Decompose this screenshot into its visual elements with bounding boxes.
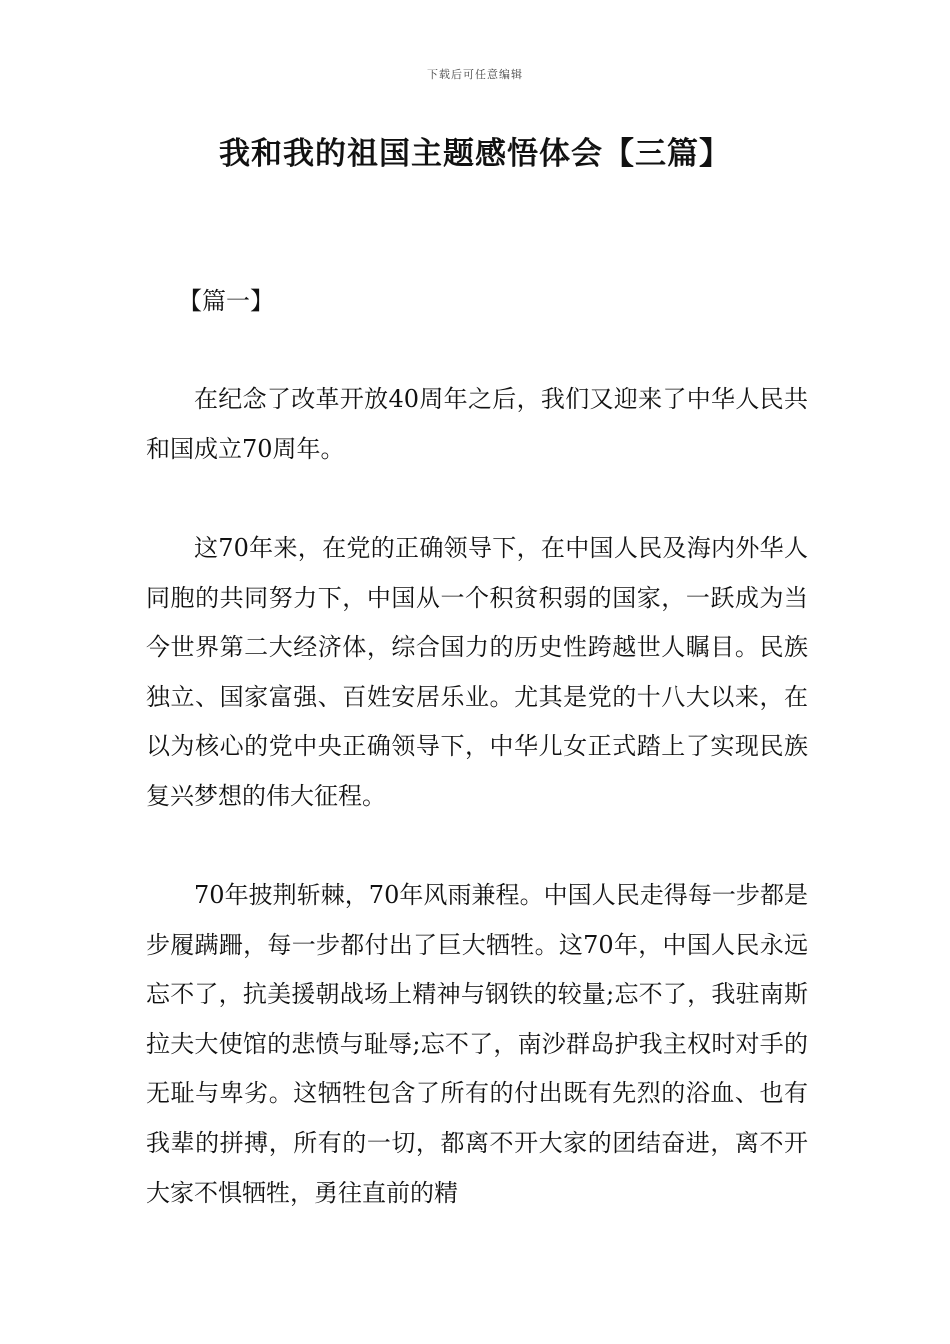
body-paragraph: 70年披荆斩棘，70年风雨兼程。中国人民走得每一步都是步履蹒跚，每一步都付出了巨大牺牲。这70年，中国人民永远忘不了，抗美援朝战场上精神与钢铁的较量;忘不了，我驻南斯拉夫大使馆的悲愤与耻辱;忘不了，南沙群岛护我主权时对手的无耻与卑劣。这牺牲包含了所有的付出既有先烈的浴血、也有我辈的拼搏，所有的一切，都离不开大家的团结奋进，离不开大家不惧牺牲，勇往直前的精 [146, 881, 808, 1207]
header-note: 下载后可任意编辑 [427, 68, 523, 81]
body-paragraph: 在纪念了改革开放40周年之后，我们又迎来了中华人民共和国成立70周年。 [146, 385, 808, 463]
section-heading: 【篇一】 [178, 287, 274, 315]
body-paragraph: 这70年来，在党的正确领导下，在中国人民及海内外华人同胞的共同努力下，中国从一个积贫积弱的国家，一跃成为当今世界第二大经济体，综合国力的历史性跨越世人瞩目。民族独立、国家富强、百姓安居乐业。尤其是党的十八大以来，在以为核心的党中央正确领导下，中华儿女正式踏上了实现民族复兴梦想的伟大征程。 [146, 534, 808, 810]
document-title: 我和我的祖国主题感悟体会【三篇】 [219, 136, 731, 172]
